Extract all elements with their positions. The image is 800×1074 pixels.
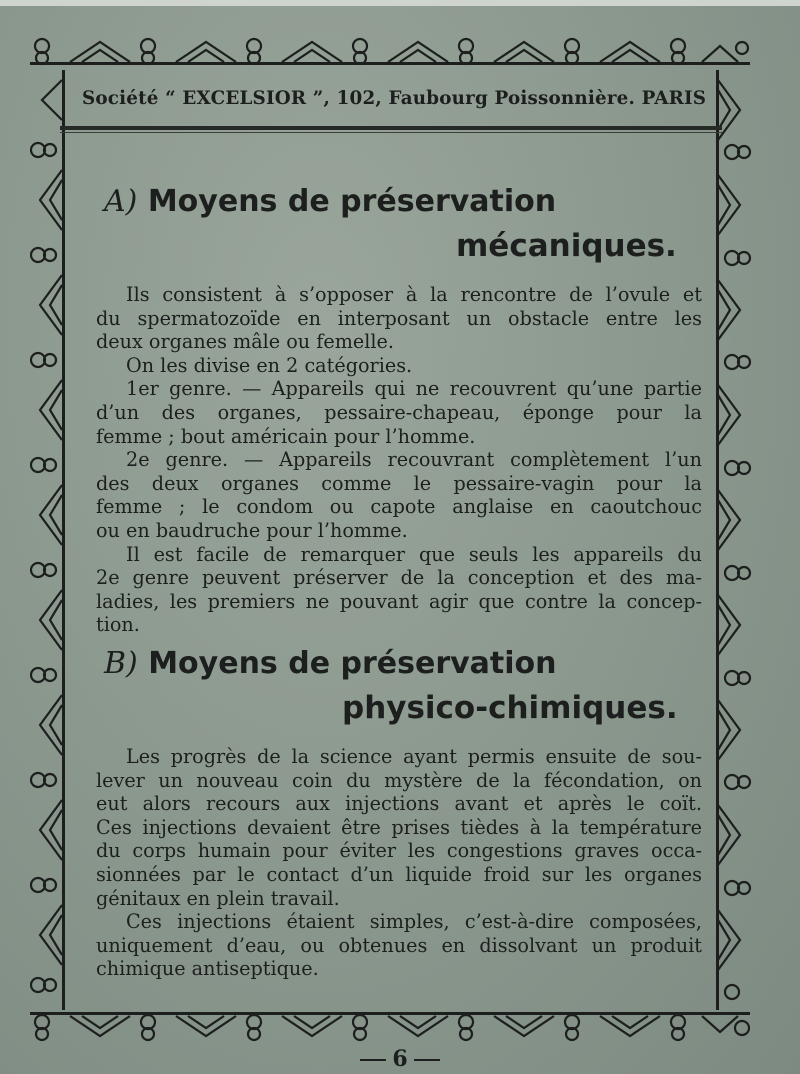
section-a-body bbox=[96, 283, 702, 637]
text-line: d’un des organes, pessaire-chapeau, éponge pour la bbox=[96, 400, 702, 424]
page-number-value: 6 bbox=[392, 1046, 408, 1072]
section-a-title-line1: Moyens de préservation bbox=[147, 184, 557, 219]
ornament-top bbox=[30, 36, 750, 68]
text-line: tion. bbox=[96, 613, 140, 637]
text-line: Ils consistent à s’opposer à la rencontre de l’ovule et bbox=[126, 283, 702, 306]
text-line: 2e genre peuvent préserver de la conception et des ma- bbox=[96, 566, 702, 590]
section-a-label: A) bbox=[104, 184, 138, 219]
top-edge bbox=[0, 0, 800, 6]
header-rule-thin bbox=[60, 132, 722, 133]
text-line: ladies, les premiers ne pouvant agir que contre la concep- bbox=[96, 589, 702, 613]
text-line: Ces injections devaient être prises tièdes à la température bbox=[96, 815, 702, 839]
text-line: génitaux en plein travail. bbox=[96, 886, 340, 910]
section-b-label: B) bbox=[104, 646, 138, 681]
text-line: des deux organes comme le pessaire-vagin pour la bbox=[96, 471, 702, 495]
text-line: uniquement d’eau, ou obtenues en dissolvant un produit bbox=[96, 933, 702, 957]
section-a-title-line2: mécaniques. bbox=[456, 228, 677, 264]
publisher-header: Société “ EXCELSIOR ”, 102, Faubourg Poissonnière. PARIS bbox=[82, 88, 707, 109]
ornament-right bbox=[710, 70, 754, 1010]
text-line: lever un nouveau coin du mystère de la fécondation, on bbox=[96, 768, 702, 792]
text-line: Il est facile de remarquer que seuls les appareils du bbox=[126, 542, 702, 566]
text-line: sionnées par le contact d’un liquide froid sur les organes bbox=[96, 862, 702, 886]
ornament-left bbox=[30, 70, 70, 1010]
text-line: chimique antiseptique. bbox=[96, 957, 319, 981]
text-line: 1er genre. — Appareils qui ne recouvrent qu’une partie bbox=[126, 377, 702, 401]
text-line: eut alors recours aux injections avant et après le coït. bbox=[96, 792, 702, 816]
text-line: Les progrès de la science ayant permis ensuite de sou- bbox=[126, 745, 702, 768]
text-line: ou en baudruche pour l’homme. bbox=[96, 518, 408, 542]
page-number bbox=[340, 1046, 460, 1072]
header-rule bbox=[60, 126, 722, 130]
text-line: du corps humain pour éviter les congestions graves occa- bbox=[96, 839, 702, 863]
text-line: On les divise en 2 catégories. bbox=[126, 353, 413, 377]
section-b-heading bbox=[104, 646, 557, 681]
section-b-title-line2: physico-chimiques. bbox=[342, 690, 678, 726]
ornament-bottom bbox=[30, 1008, 750, 1042]
dash-right bbox=[414, 1059, 440, 1061]
text-line: femme ; bout américain pour l’homme. bbox=[96, 424, 476, 448]
text-line: deux organes mâle ou femelle. bbox=[96, 330, 394, 354]
text-line: 2e genre. — Appareils recouvrant complètement l’un bbox=[126, 448, 702, 472]
section-b-body bbox=[96, 745, 702, 981]
text-line: Ces injections étaient simples, c’est-à-dire composées, bbox=[126, 910, 702, 934]
text-line: femme ; le condom ou capote anglaise en caoutchouc bbox=[96, 495, 702, 519]
section-b-title-line1: Moyens de préservation bbox=[148, 646, 557, 681]
dash-left bbox=[360, 1059, 386, 1061]
section-a-heading bbox=[104, 184, 556, 219]
text-line: du spermatozoïde en interposant un obstacle entre les bbox=[96, 306, 702, 330]
